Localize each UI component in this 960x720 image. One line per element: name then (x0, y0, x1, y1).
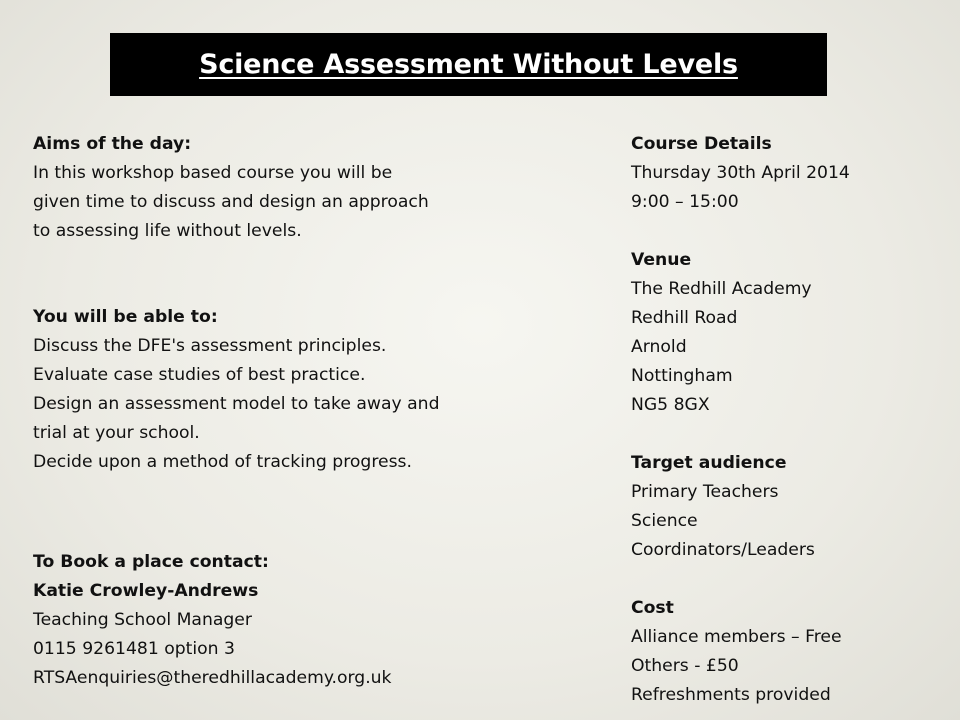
contact-phone: 0115 9261481 option 3 (33, 639, 235, 659)
aims-section (33, 130, 429, 246)
booking-section (33, 548, 392, 693)
booking-heading: To Book a place contact: (33, 552, 269, 572)
venue-line: The Redhill Academy (631, 279, 812, 299)
able-to-line: Discuss the DFE's assessment principles. (33, 336, 387, 356)
aims-heading: Aims of the day: (33, 134, 192, 154)
able-to-line: Evaluate case studies of best practice. (33, 365, 366, 385)
cost-line: Alliance members – Free (631, 627, 842, 647)
contact-role: Teaching School Manager (33, 610, 252, 630)
aims-line: given time to discuss and design an approach (33, 192, 429, 212)
title-banner (110, 33, 827, 96)
course-details-heading: Course Details (631, 134, 772, 154)
audience-line: Science (631, 511, 698, 531)
cost-line: Refreshments provided (631, 685, 831, 705)
able-to-line: Decide upon a method of tracking progress. (33, 452, 412, 472)
spacer (631, 217, 850, 246)
target-audience-heading: Target audience (631, 453, 787, 473)
aims-line: In this workshop based course you will be (33, 163, 393, 183)
able-to-heading: You will be able to: (33, 307, 218, 327)
venue-line: Redhill Road (631, 308, 738, 328)
page-title: Science Assessment Without Levels (199, 49, 738, 80)
able-to-line: trial at your school. (33, 423, 200, 443)
aims-line: to assessing life without levels. (33, 221, 302, 241)
cost-heading: Cost (631, 598, 674, 618)
venue-heading: Venue (631, 250, 692, 270)
audience-line: Coordinators/Leaders (631, 540, 815, 560)
course-time: 9:00 – 15:00 (631, 192, 739, 212)
contact-email: RTSAenquiries@theredhillacademy.org.uk (33, 668, 392, 688)
spacer (631, 565, 850, 594)
able-to-line: Design an assessment model to take away and (33, 394, 440, 414)
cost-line: Others - £50 (631, 656, 739, 676)
venue-line: Arnold (631, 337, 687, 357)
spacer (631, 420, 850, 449)
able-to-section (33, 303, 439, 477)
audience-line: Primary Teachers (631, 482, 779, 502)
venue-line: Nottingham (631, 366, 733, 386)
venue-line: NG5 8GX (631, 395, 710, 415)
course-date: Thursday 30th April 2014 (631, 163, 850, 183)
contact-name: Katie Crowley-Andrews (33, 581, 259, 601)
details-column (631, 130, 850, 710)
